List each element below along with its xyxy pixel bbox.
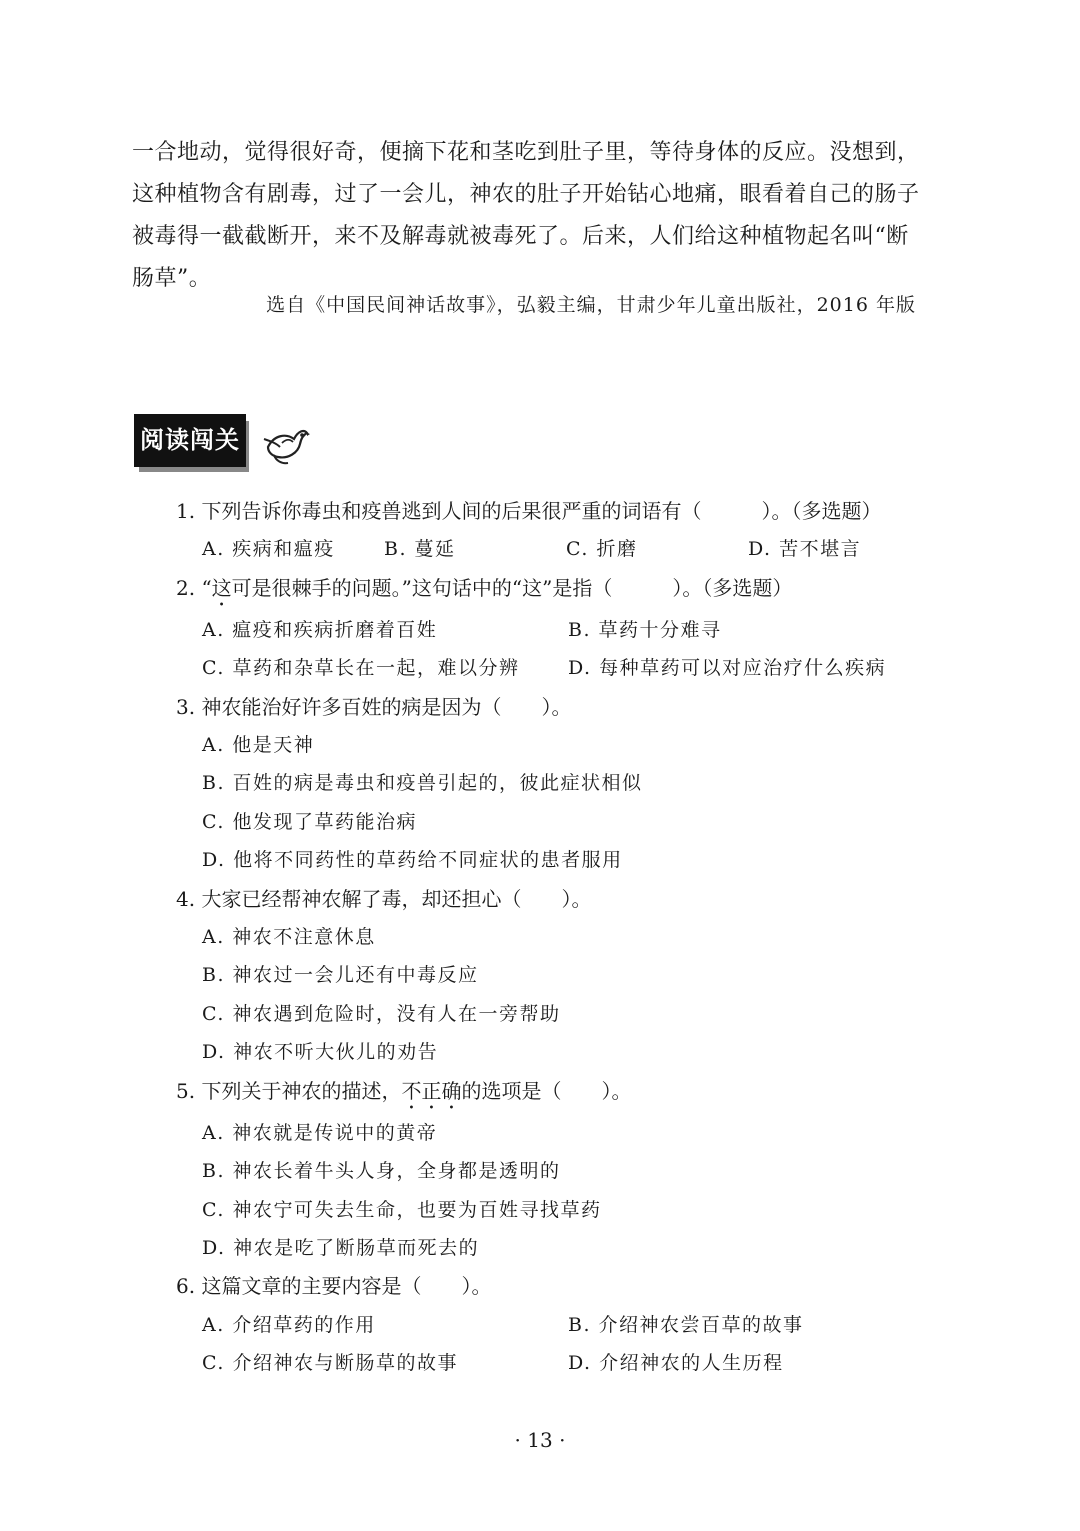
question-6-options-row-1: [176, 1306, 936, 1344]
option-d: D. 每种草药可以对应治疗什么疾病: [568, 657, 887, 680]
option-c: C. 介绍神农与断肠草的故事: [202, 1352, 458, 1375]
option-a: A. 神农不注意休息: [202, 926, 376, 949]
option-b: B. 草药十分难寻: [568, 618, 722, 641]
option-d: D. 他将不同药性的草药给不同症状的患者服用: [202, 849, 623, 872]
option-c: C. 神农遇到危险时，没有人在一旁帮助: [202, 1002, 561, 1025]
option-a: A. 介绍草药的作用: [202, 1313, 376, 1336]
option-b: B. 百姓的病是毒虫和疫兽引起的，彼此症状相似: [202, 772, 643, 795]
option-a: A. 瘟疫和疾病折磨着百姓: [202, 618, 438, 641]
question-6: 6. 这篇文章的主要内容是（ ）。: [176, 1274, 492, 1299]
option-d: D. 神农不听大伙儿的劝告: [202, 1041, 439, 1064]
option-b: B. 蔓延: [384, 538, 456, 561]
question-2-options-row-2: [176, 649, 936, 687]
question-3: 3. 神农能治好许多百姓的病是因为（ ）。: [176, 694, 572, 719]
option-c: C. 草药和杂草长在一起，难以分辨: [202, 657, 520, 680]
option-d: D. 苦不堪言: [748, 538, 862, 561]
question-5-stem-before: 5. 下列关于神农的描述，: [176, 1078, 402, 1103]
option-d: D. 介绍神农的人生历程: [568, 1352, 784, 1375]
option-c: C. 折磨: [566, 538, 638, 561]
question-2-stem-before: 2. “: [176, 575, 212, 600]
question-4: 4. 大家已经帮神农解了毒，却还担心（ ）。: [176, 886, 592, 911]
option-d: D. 神农是吃了断肠草而死去的: [202, 1236, 480, 1259]
question-1-options: [176, 530, 936, 568]
option-b: B. 神农过一会儿还有中毒反应: [202, 964, 479, 987]
question-2: [176, 569, 936, 611]
option-b: B. 介绍神农尝百草的故事: [568, 1313, 804, 1336]
option-c: C. 神农宁可失去生命，也要为百姓寻找草药: [202, 1198, 602, 1221]
option-a: A. 他是天神: [202, 734, 315, 757]
bird-icon: [260, 417, 310, 467]
question-6-options-row-2: [176, 1344, 936, 1382]
option-a: A. 神农就是传说中的黄帝: [202, 1121, 438, 1144]
page-number: · 13 ·: [514, 1428, 566, 1452]
question-2-stem-after: 可是很棘手的问题。”这句话中的“这”是指（ ）。（多选题）: [231, 575, 793, 600]
question-2-options-row-1: [176, 611, 936, 649]
question-5-emphasis: 不正确: [401, 1078, 462, 1103]
option-a: A. 疾病和瘟疫: [202, 538, 335, 561]
option-b: B. 神农长着牛头人身，全身都是透明的: [202, 1160, 561, 1183]
questions-list: [176, 492, 936, 1383]
source-citation: 选自《中国民间神话故事》，弘毅主编，甘肃少年儿童出版社，2016 年版: [266, 294, 916, 316]
question-5: [176, 1072, 936, 1114]
section-header: [134, 414, 310, 467]
section-title: 阅读闯关: [134, 414, 246, 467]
option-c: C. 他发现了草药能治病: [202, 810, 417, 833]
question-2-emphasis: 这: [211, 575, 232, 600]
passage-text: 一合地动，觉得很好奇，便摘下花和茎吃到肚子里，等待身体的反应。没想到，这种植物含有剧毒，过了一会儿，神农的肚子开始钻心地痛，眼看着自己的肠子被毒得一截截断开，来不及解毒就被毒死了。后来，人们给这种植物起名叫“断肠草”。: [132, 140, 920, 291]
question-5-stem-after: 的选项是（ ）。: [461, 1078, 632, 1103]
question-1: 1. 下列告诉你毒虫和疫兽逃到人间的后果很严重的词语有（ ）。（多选题）: [176, 499, 882, 523]
